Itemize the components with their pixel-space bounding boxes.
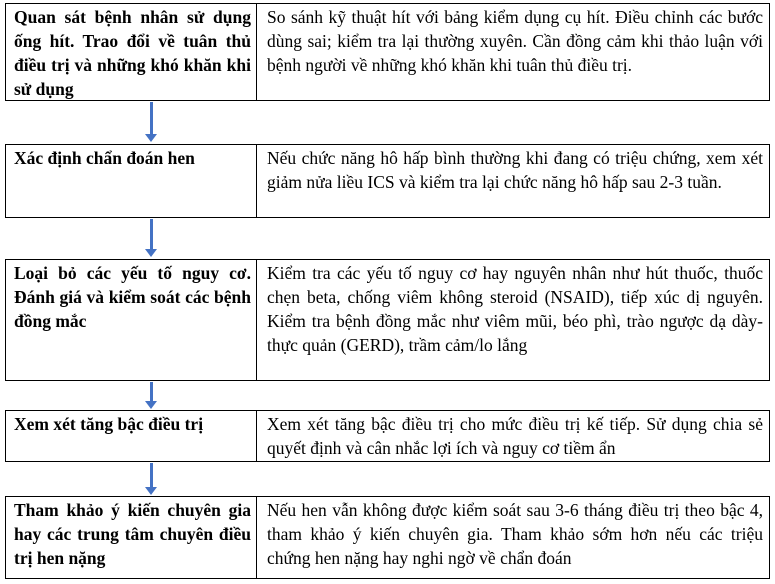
step-1-title: Quan sát bệnh nhân sử dụng ống hít. Trao đổi về tuân thủ điều trị và những khó khăn khi sử dụng — [6, 4, 257, 100]
step-5 — [5, 496, 770, 579]
arrow-3-shaft — [150, 382, 153, 401]
step-5-description: Nếu hen vẫn không được kiểm soát sau 3-6 tháng điều trị theo bậc 4, tham khảo ý kiến chuyên gia. Tham khảo sớm hơn nếu các triệu chứng hen nặng hay nghi ngờ về chẩn đoán — [267, 500, 763, 568]
step-4 — [5, 410, 770, 462]
step-3 — [5, 259, 770, 381]
arrow-3-head — [145, 401, 157, 409]
arrow-4-shaft — [150, 463, 153, 487]
step-2 — [5, 144, 770, 218]
step-1 — [5, 3, 770, 101]
arrow-4-head — [145, 487, 157, 495]
arrow-1-head — [145, 134, 157, 142]
step-3-title: Loại bỏ các yếu tố nguy cơ. Đánh giá và kiểm soát các bệnh đồng mắc — [6, 260, 257, 380]
step-2-description: Nếu chức năng hô hấp bình thường khi đang có triệu chứng, xem xét giảm nửa liều ICS và kiểm tra lại chức năng hô hấp sau 2-3 tuần. — [267, 148, 763, 192]
step-5-title: Tham khảo ý kiến chuyên gia hay các trung tâm chuyên điều trị hen nặng — [6, 497, 257, 578]
arrow-2-shaft — [150, 219, 153, 249]
step-3-description: Kiểm tra các yếu tố nguy cơ hay nguyên nhân như hút thuốc, thuốc chẹn beta, chống viêm không steroid (NSAID), tiếp xúc dị nguyên. Kiểm tra bệnh đồng mắc như viêm mũi, béo phì, trào ngược dạ dày-thực quản (GERD), trầm cảm/lo lắng — [267, 263, 763, 355]
step-1-description: So sánh kỹ thuật hít với bảng kiểm dụng cụ hít. Điều chỉnh các bước dùng sai; kiểm tra lại thường xuyên. Cần đồng cảm khi thảo luận với bệnh người về những khó khăn khi tuân thủ điều trị. — [267, 7, 763, 75]
step-4-title: Xem xét tăng bậc điều trị — [6, 411, 257, 461]
arrow-2-head — [145, 249, 157, 257]
step-4-description: Xem xét tăng bậc điều trị cho mức điều trị kế tiếp. Sử dụng chia sẻ quyết định và cân nhắc lợi ích và nguy cơ tiềm ẩn — [267, 414, 763, 458]
arrow-1-shaft — [150, 102, 153, 134]
step-2-title: Xác định chẩn đoán hen — [6, 145, 257, 217]
